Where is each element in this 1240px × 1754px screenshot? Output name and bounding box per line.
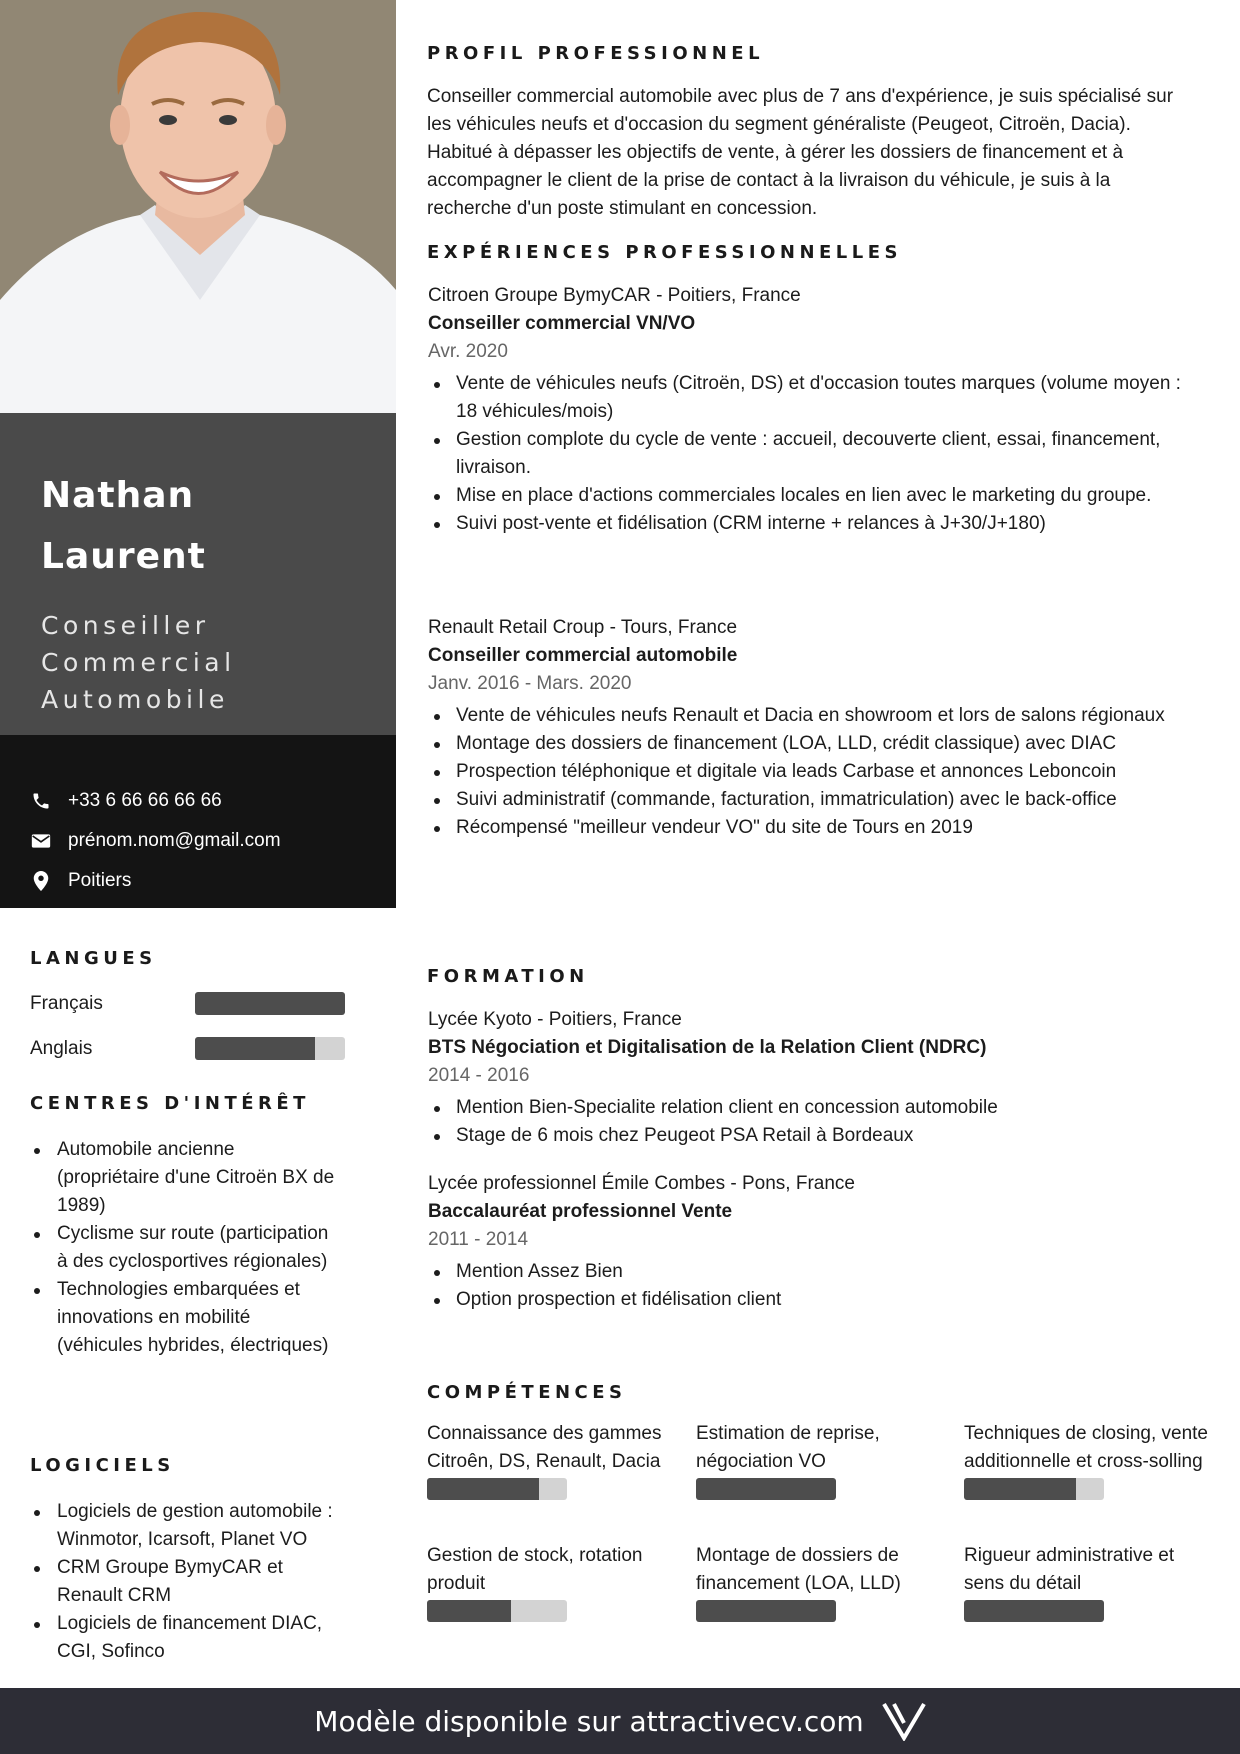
list-item: Logiciels de gestion automobile : Winmotor, Icarsoft, Planet VO: [30, 1498, 340, 1554]
role: Conseiller commercial VN/VO: [428, 313, 696, 334]
skills-title: COMPÉTENCES: [427, 1382, 627, 1403]
skill-item: [964, 1420, 1214, 1500]
skill-label: Gestion de stock, rotation produit: [427, 1545, 643, 1594]
software-section: [30, 1455, 370, 1666]
skill-label: Rigueur administrative et sens du détail: [964, 1545, 1175, 1594]
list-item: Gestion complote du cycle de vente : accueil, decouverte client, essai, financement, livraison.: [428, 426, 1203, 482]
contact-email: [0, 821, 396, 861]
language-level-bar: [195, 992, 345, 1015]
date: 2011 - 2014: [428, 1229, 529, 1250]
school: Lycée professionnel Émile Combes - Pons, France: [428, 1173, 855, 1194]
list-item: Montage des dossiers de financement (LOA, LLD, crédit classique) avec DIAC: [428, 730, 1203, 758]
experience-entry: [428, 614, 1203, 842]
skill-item: [696, 1542, 946, 1622]
job-title: [41, 607, 396, 718]
job-title-line: Automobile: [41, 685, 229, 714]
company: Citroen Groupe BymyCAR - Poitiers, France: [428, 285, 801, 306]
experience-title: EXPÉRIENCES PROFESSIONNELLES: [427, 242, 903, 263]
phone-icon: [30, 790, 52, 812]
interests-section: [30, 1093, 370, 1360]
list-item: Stage de 6 mois chez Peugeot PSA Retail à Bordeaux: [428, 1122, 1203, 1150]
profile-photo-illustration: [0, 0, 396, 413]
education-entry: [428, 1006, 1203, 1150]
role: Conseiller commercial automobile: [428, 645, 738, 666]
skill-level-bar: [964, 1600, 1104, 1622]
footer-banner: [0, 1688, 1240, 1754]
first-name: Nathan: [41, 475, 195, 516]
email-address: prénom.nom@gmail.com: [68, 830, 281, 851]
email-icon: [30, 830, 52, 852]
skill-label: Estimation de reprise, négociation VO: [696, 1423, 880, 1472]
degree: Baccalauréat professionnel Vente: [428, 1201, 733, 1222]
job-title-line: Commercial: [41, 648, 236, 677]
skill-label: Montage de dossiers de financement (LOA, LLD): [696, 1545, 901, 1594]
contact-city: [0, 861, 396, 901]
skill-level-fill: [427, 1600, 511, 1622]
job-title-line: Conseiller: [41, 611, 210, 640]
date: Janv. 2016 - Mars. 2020: [428, 673, 632, 694]
list-item: Mention Assez Bien: [428, 1258, 1203, 1286]
contact-phone: [0, 781, 396, 821]
skill-level-fill: [964, 1478, 1076, 1500]
language-level-bar: [195, 1037, 345, 1060]
list-item: Cyclisme sur route (participation à des cyclosportives régionales): [30, 1220, 340, 1276]
skill-level-fill: [696, 1478, 836, 1500]
date: 2014 - 2016: [428, 1065, 530, 1086]
bullet-list: [428, 1094, 1203, 1150]
skill-label: Connaissance des gammes Citroên, DS, Renault, Dacia: [427, 1423, 662, 1472]
list-item: Récompensé "meilleur vendeur VO" du site de Tours en 2019: [428, 814, 1203, 842]
attractivecv-logo-icon: [882, 1701, 926, 1741]
skill-level-fill: [696, 1600, 836, 1622]
location-pin-icon: [30, 870, 52, 892]
skill-level-bar: [696, 1600, 836, 1622]
skill-level-fill: [964, 1600, 1104, 1622]
education-title: FORMATION: [427, 966, 589, 987]
city: Poitiers: [68, 870, 132, 891]
bullet-list: [428, 370, 1203, 538]
language-row: [30, 981, 345, 1026]
skill-level-fill: [427, 1478, 539, 1500]
language-row: [30, 1026, 345, 1071]
skill-level-bar: [964, 1478, 1104, 1500]
phone-number: +33 6 66 66 66 66: [68, 790, 222, 811]
language-level-fill: [195, 1037, 315, 1060]
list-item: Option prospection et fidélisation client: [428, 1286, 1203, 1314]
skill-level-bar: [427, 1478, 567, 1500]
degree: BTS Négociation et Digitalisation de la Relation Client (NDRC): [428, 1037, 987, 1058]
skill-item: [964, 1542, 1214, 1622]
list-item: Suivi post-vente et fidélisation (CRM interne + relances à J+30/J+180): [428, 510, 1203, 538]
profile-photo: [0, 0, 396, 413]
last-name: Laurent: [41, 536, 206, 577]
list-item: Vente de véhicules neufs Renault et Dacia en showroom et lors de salons régionaux: [428, 702, 1203, 730]
interests-title: CENTRES D'INTÉRÊT: [30, 1093, 310, 1114]
skill-level-bar: [427, 1600, 567, 1622]
interests-list: [30, 1136, 370, 1360]
school: Lycée Kyoto - Poitiers, France: [428, 1009, 682, 1030]
list-item: CRM Groupe BymyCAR et Renault CRM: [30, 1554, 340, 1610]
skill-item: [427, 1542, 677, 1622]
languages-title: LANGUES: [30, 948, 157, 969]
list-item: Prospection téléphonique et digitale via leads Carbase et annonces Leboncoin: [428, 758, 1203, 786]
bullet-list: [428, 702, 1203, 842]
education-entry: [428, 1170, 1203, 1314]
software-list: [30, 1498, 370, 1666]
company: Renault Retail Croup - Tours, France: [428, 617, 738, 638]
name-block: [0, 413, 396, 735]
date: Avr. 2020: [428, 341, 508, 362]
list-item: Vente de véhicules neufs (Citroën, DS) et d'occasion toutes marques (volume moyen : 18 véhicules/mois): [428, 370, 1203, 426]
language-level-fill: [195, 992, 345, 1015]
contact-block: [0, 735, 396, 908]
languages-section: [30, 948, 370, 1071]
list-item: Logiciels de financement DIAC, CGI, Sofinco: [30, 1610, 340, 1666]
software-title: LOGICIELS: [30, 1455, 175, 1476]
footer-text: Modèle disponible sur attractivecv.com: [314, 1704, 864, 1738]
skills-grid: [427, 1420, 1237, 1650]
list-item: Technologies embarquées et innovations en mobilité (véhicules hybrides, électriques): [30, 1276, 340, 1360]
list-item: Suivi administratif (commande, facturation, immatriculation) avec le back-office: [428, 786, 1203, 814]
profile-title: PROFIL PROFESSIONNEL: [427, 43, 765, 64]
skill-item: [427, 1420, 677, 1500]
skill-item: [696, 1420, 946, 1500]
language-label: Anglais: [30, 1037, 93, 1059]
list-item: Mention Bien-Specialite relation client en concession automobile: [428, 1094, 1203, 1122]
list-item: Mise en place d'actions commerciales locales en lien avec le marketing du groupe.: [428, 482, 1203, 510]
skill-label: Techniques de closing, vente additionnelle et cross-solling: [964, 1423, 1208, 1472]
language-label: Français: [30, 992, 103, 1014]
profile-text: Conseiller commercial automobile avec plus de 7 ans d'expérience, je suis spécialisé sur les véhicules neufs et d'occasion du segment généraliste (Peugeot, Citroën, Dacia). Habitué à dépasser les objectifs de vente, à gérer les dossiers de financement et à accompagner le client de la prise de contact à la livraison du véhicule, je suis à la recherche d'un poste stimulant en concession.: [427, 86, 1174, 219]
left-column: [0, 0, 396, 1688]
experience-entry: [428, 282, 1203, 538]
skill-level-bar: [696, 1478, 836, 1500]
list-item: Automobile ancienne (propriétaire d'une Citroën BX de 1989): [30, 1136, 340, 1220]
bullet-list: [428, 1258, 1203, 1314]
